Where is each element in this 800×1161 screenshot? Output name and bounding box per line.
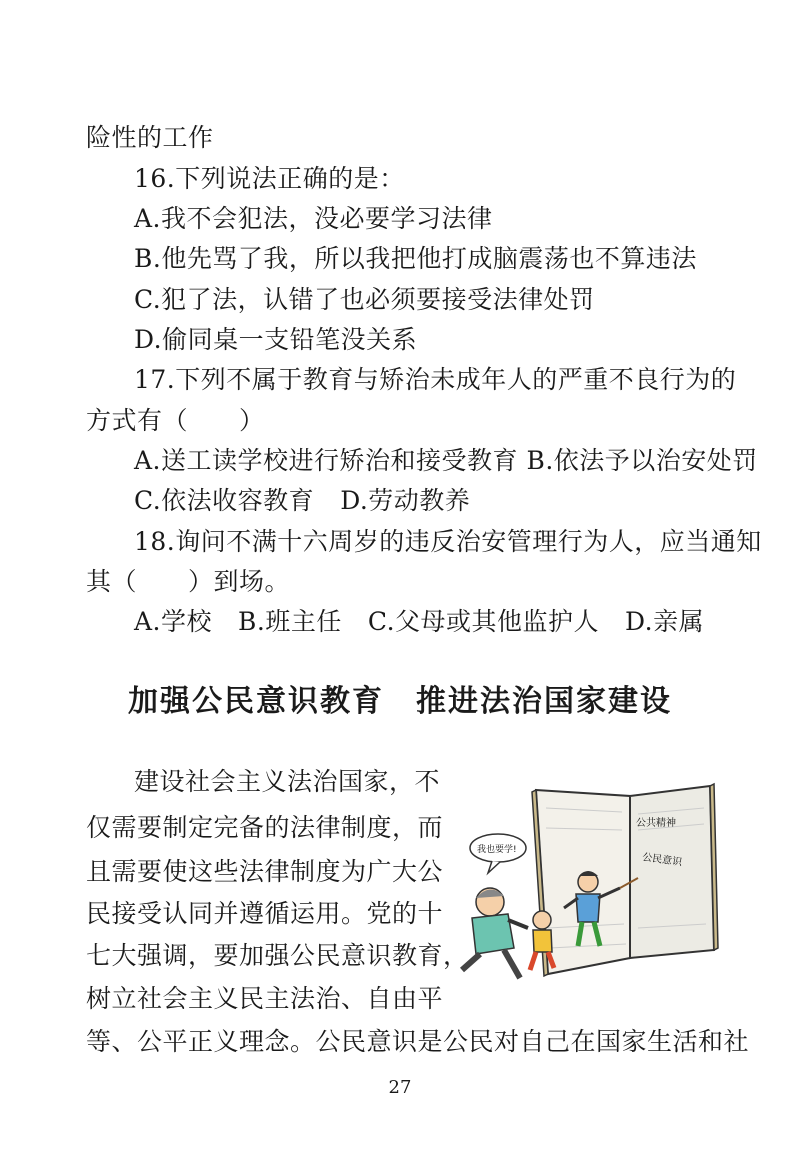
question-18-stem-line1: 18.询问不满十六周岁的违反治安管理行为人，应当通知 [134, 527, 762, 556]
prev-paragraph-tail: 险性的工作 [86, 123, 214, 152]
body-line-2: 仅需要制定完备的法律制度，而 [86, 813, 444, 842]
question-17-options-line1: A.送工读学校进行矫治和接受教育 B.依法予以治安处罚 [134, 446, 758, 475]
question-18-option-b: B.班主任 [238, 607, 342, 636]
question-16-stem: 16.下列说法正确的是： [134, 164, 405, 193]
question-17-stem-line2: 方式有（ ） [86, 406, 265, 435]
question-18-option-a: A.学校 [134, 607, 213, 636]
page-number: 27 [388, 1077, 412, 1098]
body-line-3: 且需要使这些法律制度为广大公 [86, 857, 444, 886]
section-title: 加强公民意识教育 推进法治国家建设 [128, 684, 672, 719]
body-line-7: 等、公平正义理念。公民意识是公民对自己在国家生活和社 [86, 1027, 750, 1056]
question-16-option-c: C.犯了法，认错了也必须要接受法律处罚 [134, 285, 595, 314]
question-17-option-d: D.劳动教养 [340, 486, 471, 515]
question-16-option-b: B.他先骂了我，所以我把他打成脑震荡也不算违法 [134, 244, 697, 273]
illustration [448, 778, 723, 988]
question-18-stem-line2: 其（ ）到场。 [86, 567, 291, 596]
question-17-option-c: C.依法收容教育 [134, 486, 315, 515]
question-17-stem-line1: 17.下列不属于教育与矫治未成年人的严重不良行为的 [134, 365, 737, 394]
question-18-options [134, 606, 730, 638]
speech-bubble [470, 834, 526, 873]
book-icon [532, 784, 718, 976]
question-18-option-d: D.亲属 [625, 607, 705, 636]
speech-bubble-text: 我也要学! [477, 845, 517, 855]
body-line-1: 建设社会主义法治国家，不 [134, 767, 441, 796]
child-figure [530, 911, 554, 970]
question-18-option-c: C.父母或其他监护人 [367, 607, 600, 636]
body-line-5: 七大强调，要加强公民意识教育， [86, 941, 469, 970]
body-line-6: 树立社会主义民主法治、自由平 [86, 984, 444, 1013]
question-17-options-line2 [134, 485, 496, 517]
book-text-1: 公共精神 [636, 818, 676, 829]
question-16-option-d: D.偷同桌一支铅笔没关系 [134, 325, 418, 354]
body-line-4: 民接受认同并遵循运用。党的十 [86, 899, 444, 928]
book-text-2: 公民意识 [641, 852, 683, 869]
question-16-option-a: A.我不会犯法，没必要学习法律 [134, 204, 493, 233]
elder-figure [462, 888, 528, 978]
